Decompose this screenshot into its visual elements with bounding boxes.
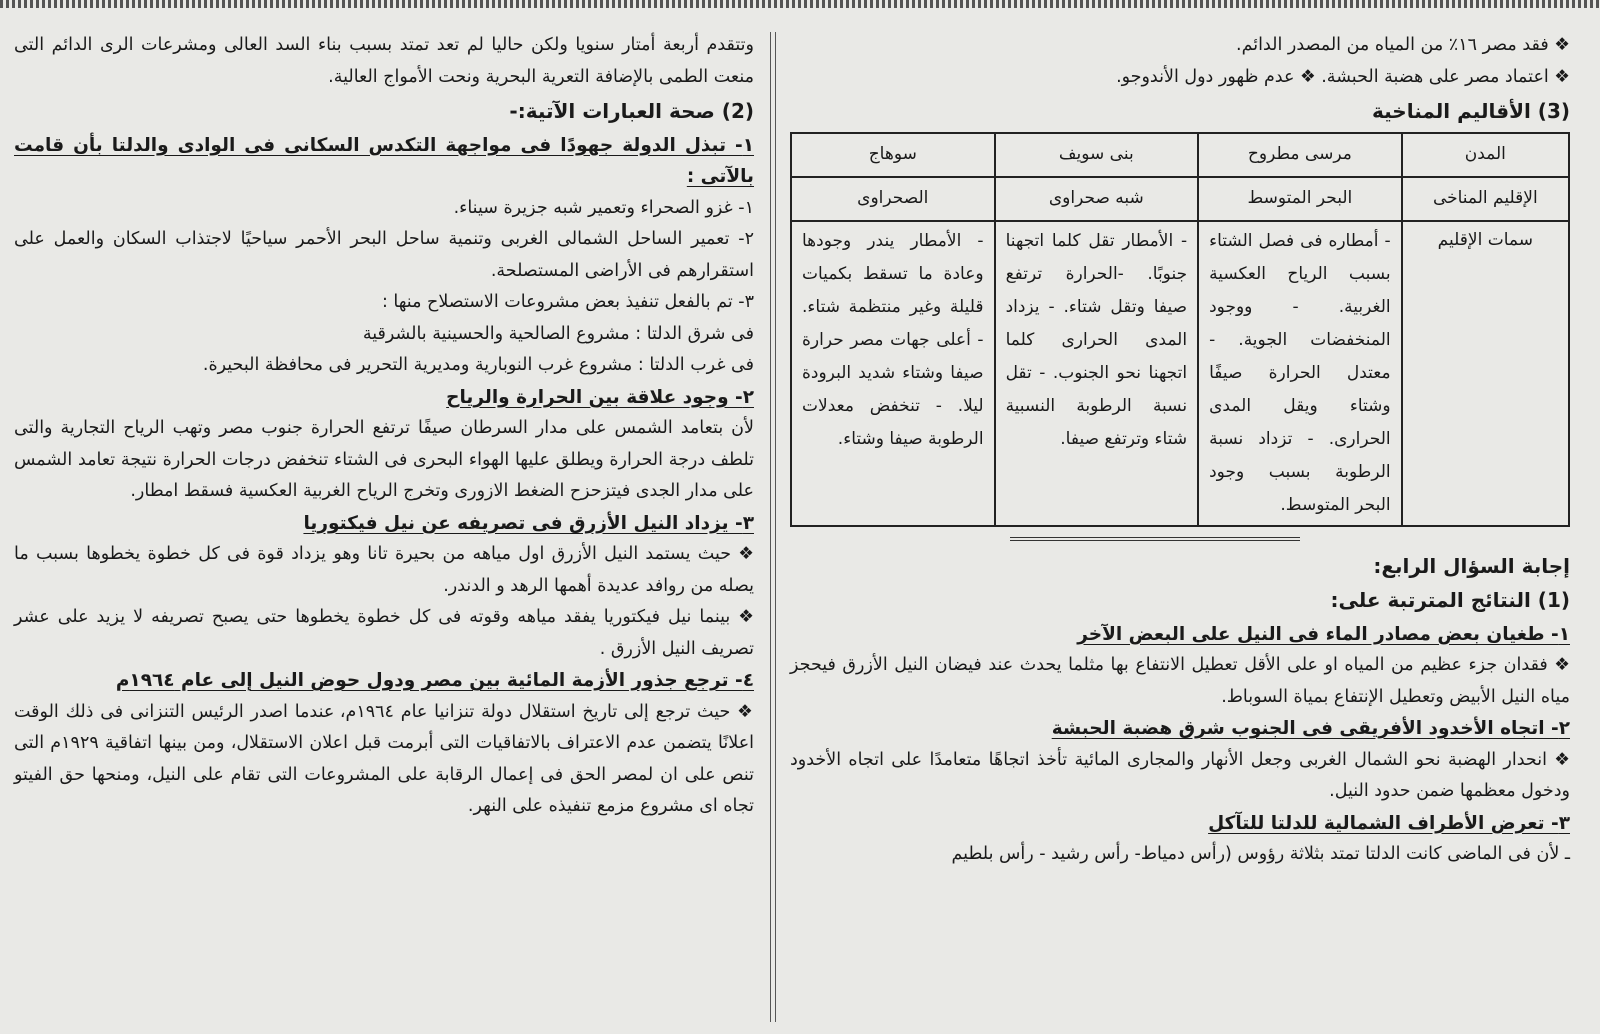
item1-heading: ١- تبذل الدولة جهودًا فى مواجهة التكدس السكانى فى الوادى والدلتا بأن قامت بالآتى :: [14, 134, 754, 187]
features-label: سمات الإقليم: [1402, 221, 1569, 526]
feature-cell: - أمطاره فى فصل الشتاء بسبب الرياح العكسية الغربية. - ووجود المنخفضات الجوية. - معتدل الحرارة صيفًا وشتاء ويقل المدى الحرارى. - تزداد نسبة الرطوبة بسبب وجود البحر المتوسط.: [1198, 221, 1402, 526]
item4-text: ❖ حيث ترجع إلى تاريخ استقلال دولة تنزانيا عام ١٩٦٤م، عندما اصدر الرئيس التنزانى فى ذلك الوقت اعلانًا يتضمن عدم الاعتراف بالاتفاقيات التى أبرمت قبل اعلان الاستقلال، ومن بينها اتفاقية ١٩٢٩م التى تنص على ان لمصر الحق فى إعمال الرقابة على المشروعات التى تقام على النيل، ومنحها حق الفيتو تجاه اى مشروع مزمع تنفيذه على النهر.: [14, 701, 754, 816]
q4-item-heading: ١- طغيان بعض مصادر الماء فى النيل على البعض الآخر: [1077, 623, 1570, 645]
intro-bullet: ❖ اعتماد مصر على هضبة الحبشة. ❖ عدم ظهور دول الأندوجو.: [1116, 66, 1570, 87]
item3-point: ❖ بينما نيل فيكتوريا يفقد مياهه وقوته فى كل خطوة يخطوها حتى يصبح تصريفه لا يزيد على عشر تصريف النيل الأزرق .: [14, 607, 754, 659]
table-row: [791, 177, 1569, 221]
column-divider: [770, 32, 776, 1022]
city-cell: سوهاج: [791, 133, 995, 177]
climate-table: [790, 132, 1570, 527]
table-row: [791, 133, 1569, 177]
climate-label: الإقليم المناخى: [1402, 177, 1569, 221]
item2-text: لأن بتعامد الشمس على مدار السرطان صيفًا ترتفع الحرارة جنوب مصر وتهب الرياح التجارية والتى تلطف درجة الحرارة ويطلق عليها الهواء البحرى فى الشتاء تنخفض درجات الحرارة نتيجة تعامد الشمس على مدار الجدى فيتزحزح الضغط الازورى وتخرج الرياح الغربية العكسية فسقط امطار.: [14, 418, 754, 501]
q4-item-text: ❖ انحدار الهضبة نحو الشمال الغربى وجعل الأنهار والمجارى المائية تأخذ اتجاهًا متعامدًا على اتجاه الأخدود ودخول معظمها ضمن حدود النيل.: [790, 749, 1570, 801]
q4-subtitle: (1) النتائج المترتبة على:: [1330, 588, 1570, 612]
q4-item-text: ❖ فقدان جزء عظيم من المياه او على الأقل تعطيل الانتفاع بها مثلما يحدث عند فيضان النيل الأزرق فيحجز مياه النيل الأبيض وتعطيل الإنتفاع بمياة السوباط.: [790, 655, 1570, 707]
item3-point: ❖ حيث يستمد النيل الأزرق اول مياهه من بحيرة تانا وهو يزداد قوة فى كل خطوة يخطوها بسبب ما يصله من روافد عديدة أهمها الرهد و الدندر.: [14, 544, 754, 596]
item1-point: ١- غزو الصحراء وتعمير شبه جزيرة سيناء.: [453, 197, 754, 218]
section3-title: (3) الأقاليم المناخية: [1372, 99, 1570, 123]
feature-cell: - الأمطار يندر وجودها وعادة ما تسقط بكميات قليلة وغير منتظمة شتاء. - أعلى جهات مصر حرارة صيفا وشتاء شديد البرودة ليلا. - تنخفض معدلات الرطوبة صيفا وشتاء.: [791, 221, 995, 526]
climate-cell: شبه صحراوى: [995, 177, 1199, 221]
item1-point: فى شرق الدلتا : مشروع الصالحية والحسينية بالشرقية: [362, 323, 754, 344]
climate-cell: الصحراوى: [791, 177, 995, 221]
climate-cell: البحر المتوسط: [1198, 177, 1402, 221]
q4-item-heading: ٣- تعرض الأطراف الشمالية للدلتا للتآكل: [1208, 812, 1570, 834]
table-row: [791, 221, 1569, 526]
section2-title: (2) صحة العبارات الآتية:-: [509, 99, 754, 123]
city-cell: مرسى مطروح: [1198, 133, 1402, 177]
item1-point: فى غرب الدلتا : مشروع غرب النوبارية ومديرية التحرير فى محافظة البحيرة.: [202, 355, 754, 375]
item2-heading: ٢- وجود علاقة بين الحرارة والرياح: [446, 386, 754, 408]
intro-bullet: ❖ فقد مصر ١٦٪ من المياه من المصدر الدائم.: [1236, 35, 1570, 55]
feature-cell: - الأمطار تقل كلما اتجهنا جنوبًا. -الحرارة ترتفع صيفا وتقل شتاء. - يزداد المدى الحرارى كلما اتجهنا نحو الجنوب. - تقل نسبة الرطوبة النسبية شتاء وترتفع صيفا.: [995, 221, 1199, 526]
intro-paragraph: وتتقدم أربعة أمتار سنويا ولكن حاليا لم تعد تمتد بسبب بناء السد العالى ومشرعات الرى الدائم التى منعت الطمى بالإضافة التعرية البحرية ونحت الأمواج العالية.: [14, 35, 754, 87]
item1-point: ٣- تم بالفعل تنفيذ بعض مشروعات الاستصلاح منها :: [381, 292, 754, 312]
right-column: [790, 30, 1570, 871]
q4-title: إجابة السؤال الرابع:: [1373, 553, 1570, 578]
left-column: [14, 30, 754, 823]
city-cell: بنى سويف: [995, 133, 1199, 177]
item3-heading: ٣- يزداد النيل الأزرق فى تصريفه عن نيل فيكتوريا: [303, 512, 754, 534]
top-border: [0, 0, 1600, 8]
separator-rule: [1010, 537, 1300, 541]
q4-item-text: ـ لأن فى الماضى كانت الدلتا تمتد بثلاثة رؤوس (رأس دمياط- رأس رشيد - رأس بلطيم: [951, 844, 1570, 864]
q4-item-heading: ٢- اتجاه الأخدود الأفريقى فى الجنوب شرق هضبة الحبشة: [1051, 718, 1570, 739]
item1-point: ٢- تعمير الساحل الشمالى الغربى وتنمية ساحل البحر الأحمر سياحيًا لاجتذاب السكان والعمل على استقرارهم فى الأراضى المستصلحة.: [14, 229, 754, 281]
item4-heading: ٤- ترجع جذور الأزمة المائية بين مصر ودول حوض النيل إلى عام ١٩٦٤م: [115, 670, 754, 691]
header-cities-label: المدن: [1402, 133, 1569, 177]
